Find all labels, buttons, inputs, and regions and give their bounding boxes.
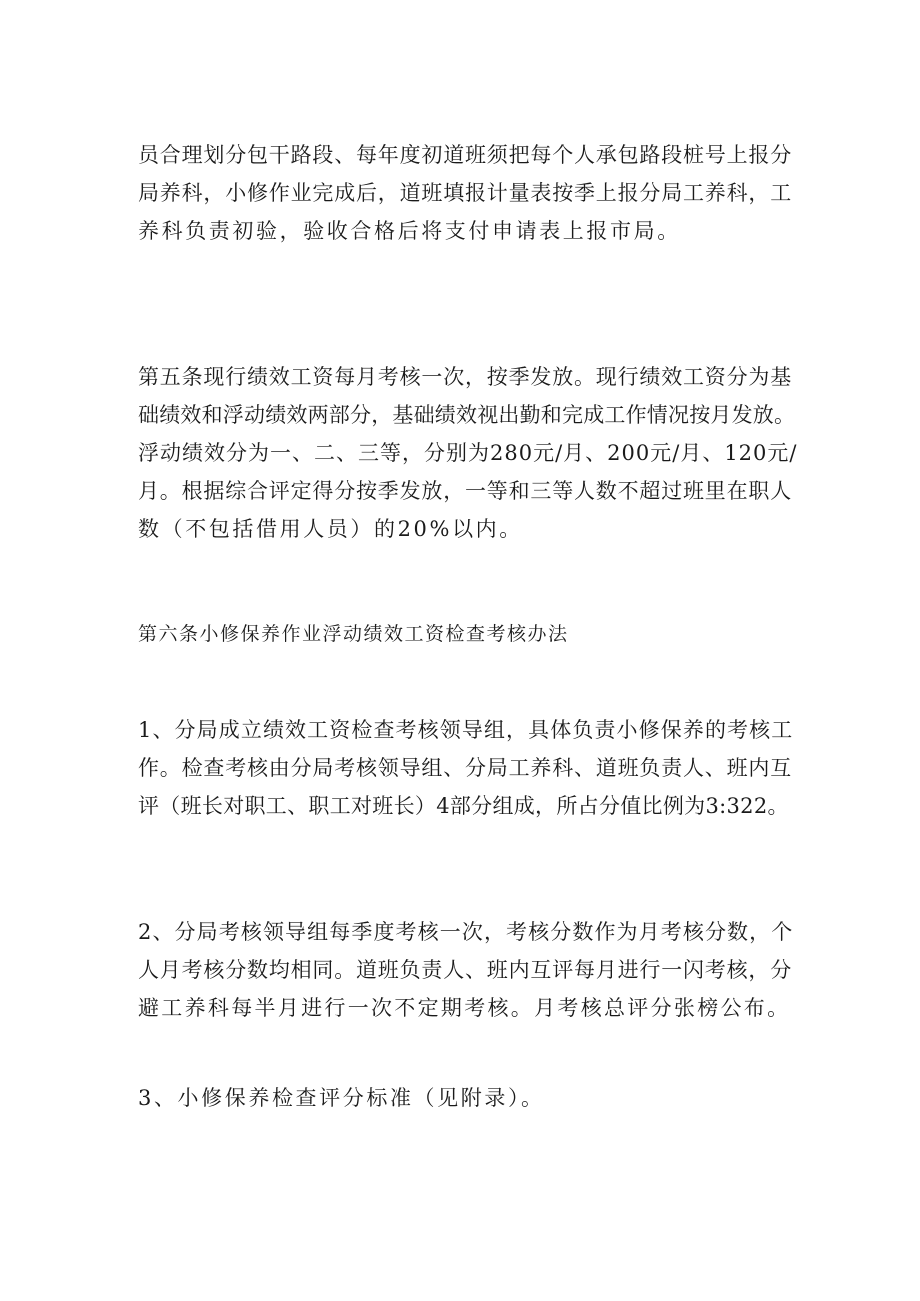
text-line: 1、分局成立绩效工资检查考核领导组，具体负责小修保养的考核工 xyxy=(138,718,794,742)
text-line: 评（班长对职工、职工对班长）4部分组成，所占分值比例为3:322。 xyxy=(138,794,789,818)
text-line: 作。检查考核由分局考核领导组、分局工养科、道班负责人、班内互 xyxy=(138,756,792,780)
list-item-2 xyxy=(138,913,798,1027)
text-line: 养科负责初验，验收合格后将支付申请表上报市局。 xyxy=(138,219,681,243)
text-line: 人月考核分数均相同。道班负责人、班内互评每月进行一闪考核，分 xyxy=(138,958,792,982)
text-line: 月。根据综合评定得分按季发放，一等和三等人数不超过班里在职人 xyxy=(138,479,792,503)
text-line: 础绩效和浮动绩效两部分，基础绩效视出勤和完成工作情况按月发放。 xyxy=(138,403,796,427)
paragraph-article-5 xyxy=(138,358,798,548)
paragraph-contract-reporting xyxy=(138,136,798,250)
text-line: 数（不包括借用人员）的20%以内。 xyxy=(138,517,523,541)
text-line: 员合理划分包干路段、每年度初道班须把每个人承包路段桩号上报分 xyxy=(138,143,792,167)
text-line: 2、分局考核领导组每季度考核一次，考核分数作为月考核分数，个 xyxy=(138,920,794,944)
list-item-1 xyxy=(138,711,798,825)
text-line: 浮动绩效分为一、二、三等，分别为280元/月、200元/月、120元/ xyxy=(138,441,798,465)
heading-article-6: 第六条小修保养作业浮动绩效工资检查考核办法 xyxy=(138,623,569,645)
text-line: 第五条现行绩效工资每月考核一次，按季发放。现行绩效工资分为基 xyxy=(138,365,792,389)
text-line: 避工养科每半月进行一次不定期考核。月考核总评分张榜公布。 xyxy=(138,996,791,1020)
text-line: 局养科，小修作业完成后，道班填报计量表按季上报分局工养科，工 xyxy=(138,181,792,205)
list-item-3 xyxy=(138,1079,798,1117)
text-line: 3、小修保养检查评分标准（见附录）。 xyxy=(138,1086,545,1110)
